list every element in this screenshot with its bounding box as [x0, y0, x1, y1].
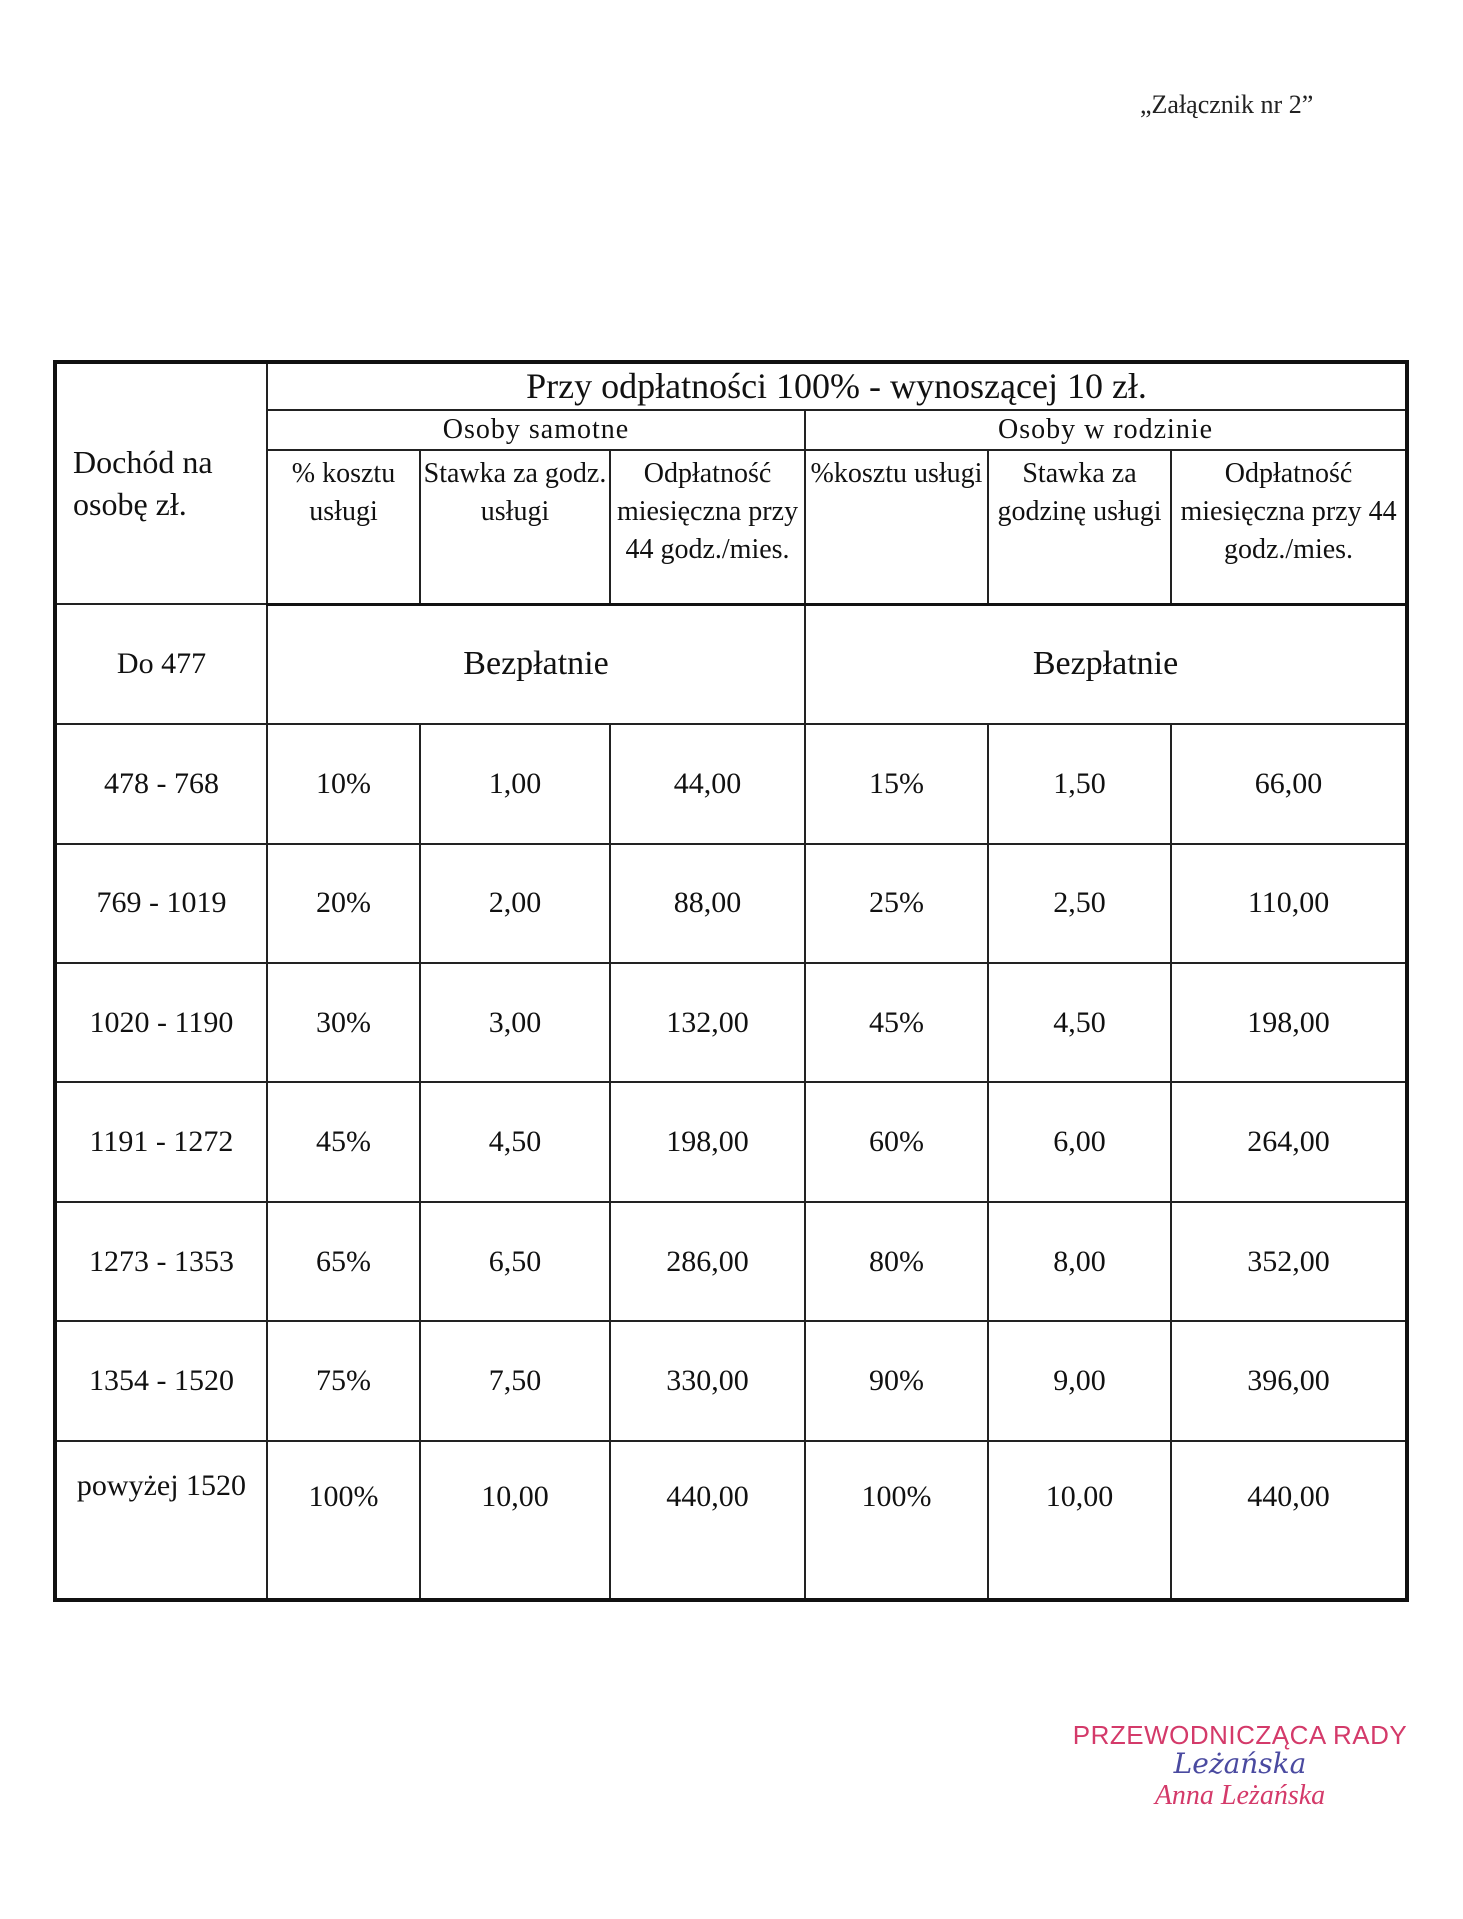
- family-percent-cell: 15%: [805, 724, 988, 843]
- single-monthly-cell: 286,00: [610, 1202, 805, 1321]
- group-header-single: Osoby samotne: [267, 410, 805, 451]
- single-rate-cell: 4,50: [420, 1082, 610, 1201]
- family-rate-cell: 2,50: [988, 844, 1171, 963]
- single-rate-cell: 3,00: [420, 963, 610, 1082]
- family-percent-cell: 100%: [805, 1441, 988, 1600]
- income-cell: 1354 - 1520: [55, 1321, 267, 1440]
- family-rate-cell: 4,50: [988, 963, 1171, 1082]
- single-rate-cell: 2,00: [420, 844, 610, 963]
- group-header-family: Osoby w rodzinie: [805, 410, 1407, 451]
- family-percent-cell: 25%: [805, 844, 988, 963]
- single-rate-cell: 6,50: [420, 1202, 610, 1321]
- income-cell: Do 477: [55, 604, 267, 724]
- stamp-name: Anna Leżańska: [1154, 1780, 1326, 1811]
- family-monthly-cell: 198,00: [1171, 963, 1407, 1082]
- family-rate-cell: 10,00: [988, 1441, 1171, 1600]
- single-percent-header: % kosztu usługi: [267, 450, 420, 604]
- family-monthly-cell: 264,00: [1171, 1082, 1407, 1201]
- income-cell: 1273 - 1353: [55, 1202, 267, 1321]
- signature-stamp: [1050, 1720, 1430, 1812]
- income-cell: 1191 - 1272: [55, 1082, 267, 1201]
- family-percent-header: %kosztu usługi: [805, 450, 988, 604]
- income-cell: powyżej 1520: [55, 1441, 267, 1600]
- single-percent-cell: 75%: [267, 1321, 420, 1440]
- stamp-title: PRZEWODNICZĄCA RADY: [1072, 1720, 1408, 1750]
- table-row: [55, 1202, 1407, 1321]
- family-rate-cell: 8,00: [988, 1202, 1171, 1321]
- single-percent-cell: 30%: [267, 963, 420, 1082]
- table-row: [55, 963, 1407, 1082]
- family-monthly-cell: 110,00: [1171, 844, 1407, 963]
- main-header: Przy odpłatności 100% - wynoszącej 10 zł.: [267, 362, 1407, 410]
- table-row: [55, 724, 1407, 843]
- table-row: [55, 1321, 1407, 1440]
- single-percent-cell: 45%: [267, 1082, 420, 1201]
- income-column-header: Dochód na osobę zł.: [55, 362, 267, 604]
- table-row: [55, 1441, 1407, 1600]
- free-single-cell: Bezpłatnie: [267, 604, 805, 724]
- single-rate-cell: 1,00: [420, 724, 610, 843]
- single-rate-cell: 10,00: [420, 1441, 610, 1600]
- annex-label: „Załącznik nr 2”: [1140, 90, 1314, 119]
- table-row: [55, 604, 1407, 724]
- single-monthly-cell: 440,00: [610, 1441, 805, 1600]
- single-percent-cell: 65%: [267, 1202, 420, 1321]
- fee-table: [53, 360, 1409, 1602]
- family-monthly-cell: 396,00: [1171, 1321, 1407, 1440]
- single-percent-cell: 10%: [267, 724, 420, 843]
- table-row: [55, 844, 1407, 963]
- family-percent-cell: 45%: [805, 963, 988, 1082]
- table-row: [55, 1082, 1407, 1201]
- family-percent-cell: 80%: [805, 1202, 988, 1321]
- single-monthly-cell: 44,00: [610, 724, 805, 843]
- family-rate-cell: 1,50: [988, 724, 1171, 843]
- family-percent-cell: 90%: [805, 1321, 988, 1440]
- family-rate-cell: 6,00: [988, 1082, 1171, 1201]
- single-percent-cell: 100%: [267, 1441, 420, 1600]
- single-monthly-header: Odpłatność miesięczna przy 44 godz./mies.: [610, 450, 805, 604]
- single-monthly-cell: 330,00: [610, 1321, 805, 1440]
- income-cell: 1020 - 1190: [55, 963, 267, 1082]
- family-monthly-header: Odpłatność miesięczna przy 44 godz./mies.: [1171, 450, 1407, 604]
- single-rate-header: Stawka za godz. usługi: [420, 450, 610, 604]
- income-cell: 478 - 768: [55, 724, 267, 843]
- single-rate-cell: 7,50: [420, 1321, 610, 1440]
- family-rate-cell: 9,00: [988, 1321, 1171, 1440]
- handwritten-signature: Leżańska: [1173, 1747, 1307, 1780]
- free-family-cell: Bezpłatnie: [805, 604, 1407, 724]
- family-rate-header: Stawka za godzinę usługi: [988, 450, 1171, 604]
- single-monthly-cell: 198,00: [610, 1082, 805, 1201]
- single-percent-cell: 20%: [267, 844, 420, 963]
- family-monthly-cell: 440,00: [1171, 1441, 1407, 1600]
- family-percent-cell: 60%: [805, 1082, 988, 1201]
- family-monthly-cell: 352,00: [1171, 1202, 1407, 1321]
- single-monthly-cell: 88,00: [610, 844, 805, 963]
- income-cell: 769 - 1019: [55, 844, 267, 963]
- family-monthly-cell: 66,00: [1171, 724, 1407, 843]
- single-monthly-cell: 132,00: [610, 963, 805, 1082]
